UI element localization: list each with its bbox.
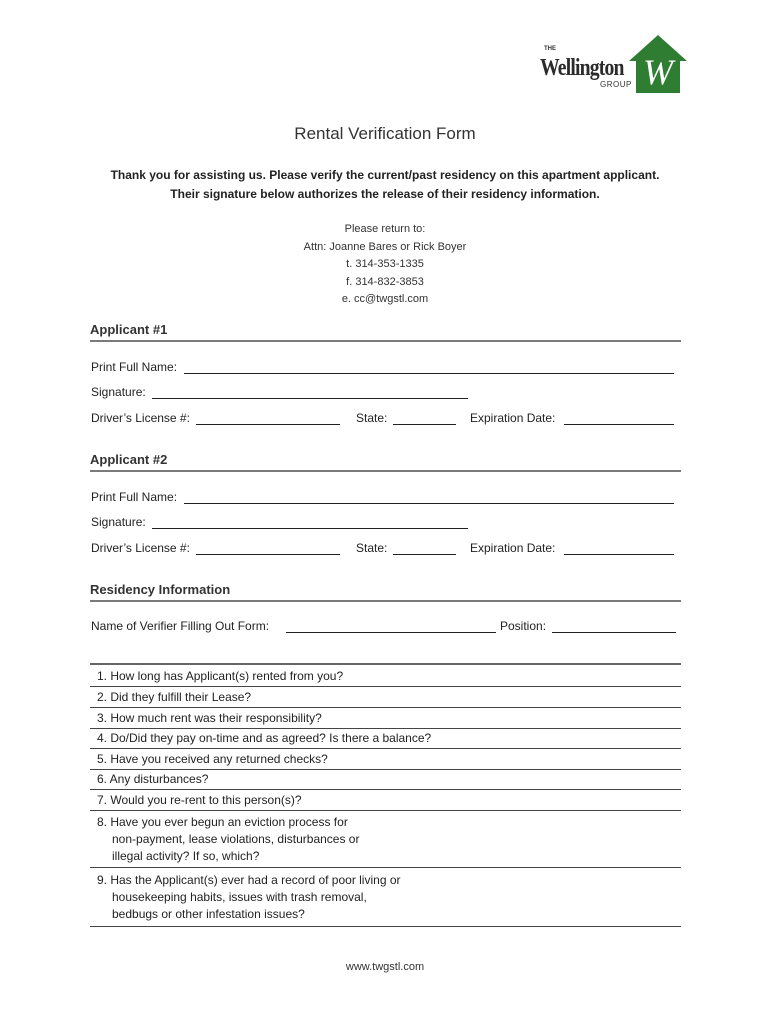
answer-line [90,707,681,708]
footer-url: www.twgstl.com [345,961,425,973]
question-6[interactable] [90,771,681,789]
a2-expiration-label: Expiration Date: [470,541,556,555]
answer-line [90,926,681,927]
logo-monogram: W [643,52,673,92]
answer-line [90,810,681,811]
logo-name: Wellington [540,55,624,81]
question-4[interactable] [90,730,681,748]
a1-print-name-field[interactable] [184,373,674,374]
applicant-1-heading [90,322,681,338]
logo-the: THE [544,46,556,52]
position-field[interactable] [552,632,676,633]
a1-expiration-field[interactable] [564,424,674,425]
position-label: Position: [500,619,547,633]
question-text: 6. Any disturbances? [97,772,209,786]
return-phone: t. 314-353-1335 [346,258,424,270]
questions-top-rule [90,663,681,665]
answer-line [90,686,681,687]
applicant-2-heading-text: Applicant #2 [90,452,168,467]
question-text: 3. How much rent was their responsibility? [97,711,322,725]
a1-state-label: State: [356,411,388,425]
a1-signature-field[interactable] [152,398,468,399]
company-logo [538,34,688,96]
question-3[interactable] [90,710,681,728]
a2-state-field[interactable] [393,554,456,555]
a2-print-name-label: Print Full Name: [91,490,178,504]
return-email: e. cc@twgstl.com [341,293,429,305]
question-2[interactable] [90,689,681,707]
answer-line [90,867,681,868]
section-rule [90,470,681,472]
a2-signature-field[interactable] [152,528,468,529]
intro-line-1: Thank you for assisting us. Please verify the current/past residency on this apartment applicant. [110,168,660,182]
house-logo-icon [628,34,688,94]
a2-license-field[interactable] [196,554,340,555]
logo-group: GROUP [600,80,632,89]
question-text: 9. Has the Applicant(s) ever had a record of poor living or housekeeping habits, issues with trash removal, bedbugs or other infestation issues? [97,873,401,921]
residency-heading-text: Residency Information [90,582,231,597]
a2-license-label: Driver’s License #: [91,541,190,555]
answer-line [90,769,681,770]
question-1[interactable] [90,668,681,686]
a2-print-name-field[interactable] [184,503,674,504]
answer-line [90,789,681,790]
question-8[interactable] [90,814,681,866]
a1-state-field[interactable] [393,424,456,425]
intro-text [0,166,770,204]
a2-expiration-field[interactable] [564,554,674,555]
return-heading: Please return to: [344,223,426,235]
question-7[interactable] [90,792,681,810]
answer-line [90,748,681,749]
question-text: 1. How long has Applicant(s) rented from you? [97,669,344,683]
return-attn: Attn: Joanne Bares or Rick Boyer [303,240,467,253]
verifier-label: Name of Verifier Filling Out Form: [91,619,270,633]
question-text: 8. Have you ever begun an eviction process for non-payment, lease violations, disturbances or illegal activity? If so, which? [97,815,360,863]
a1-print-name-label: Print Full Name: [91,360,178,374]
question-5[interactable] [90,751,681,769]
a2-state-label: State: [356,541,388,555]
verifier-field[interactable] [286,632,496,633]
a1-signature-label: Signature: [91,385,146,399]
a1-license-field[interactable] [196,424,340,425]
intro-line-2: Their signature below authorizes the release of their residency information. [170,187,600,201]
a2-signature-label: Signature: [91,515,146,529]
return-fax: f. 314-832-3853 [346,275,424,288]
answer-line [90,728,681,729]
question-text: 7. Would you re-rent to this person(s)? [97,793,302,807]
question-text: 5. Have you received any returned checks? [97,752,328,766]
question-text: 2. Did they fulfill their Lease? [97,690,252,704]
return-info [0,221,770,309]
page-title: Rental Verification Form [294,124,476,143]
a1-license-label: Driver’s License #: [91,411,190,425]
residency-heading [90,582,681,598]
a1-expiration-label: Expiration Date: [470,411,556,425]
section-rule [90,600,681,602]
question-9[interactable] [90,872,681,924]
applicant-1-heading-text: Applicant #1 [90,322,168,337]
applicant-2-heading [90,452,681,468]
section-rule [90,340,681,342]
question-text: 4. Do/Did they pay on-time and as agreed? Is there a balance? [97,731,432,745]
